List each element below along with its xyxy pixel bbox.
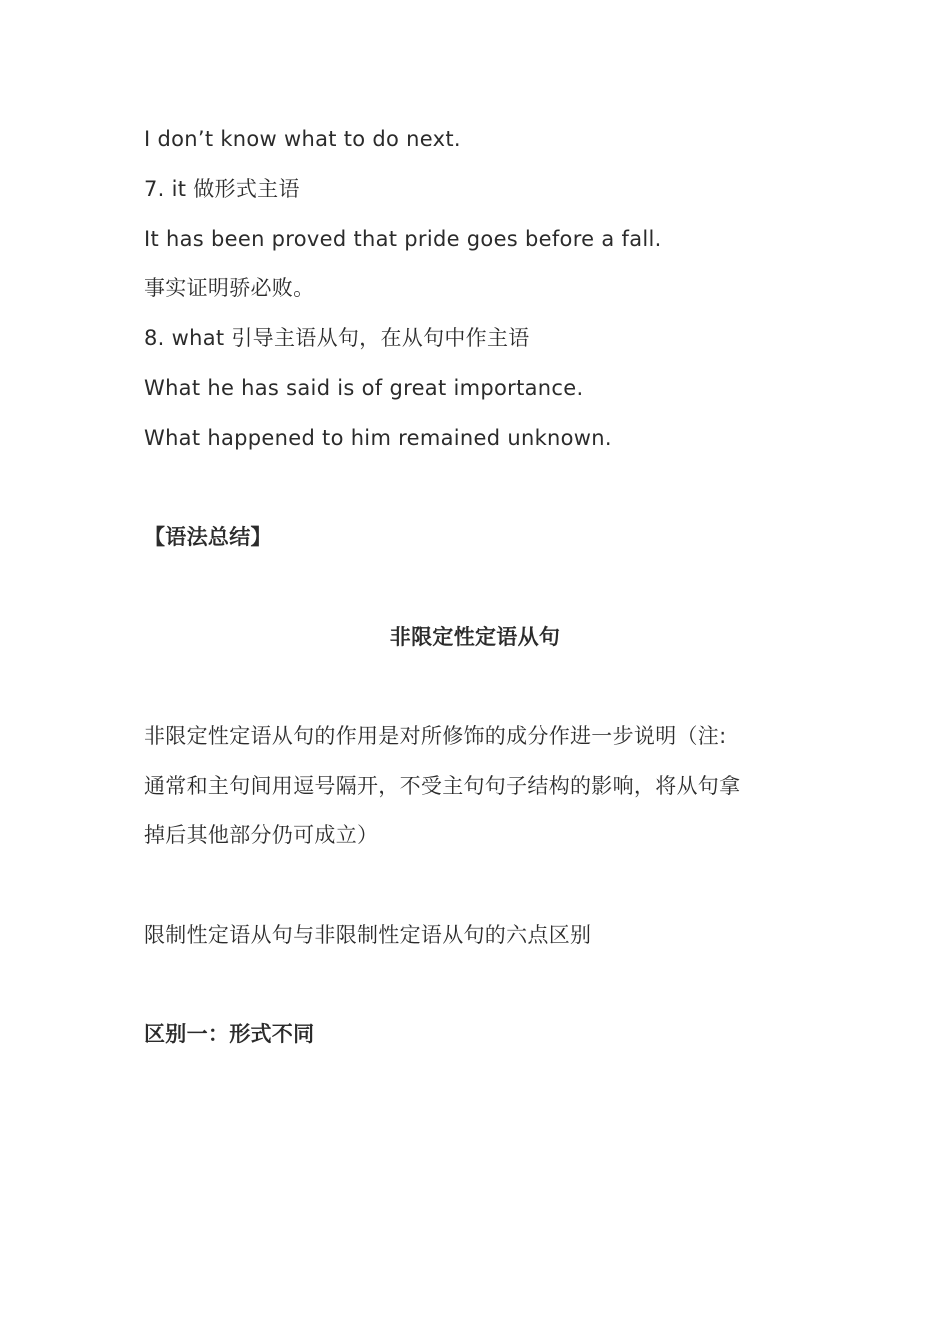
example-translation-pride: 事实证明骄必败。 [144, 276, 315, 300]
example-sentence-what-said: What he has said is of great importance. [144, 376, 584, 400]
section-title: 非限定性定语从句 [389, 625, 561, 649]
summary-heading: 【语法总结】 [144, 525, 272, 549]
paragraph-line: 通常和主句间用逗号隔开，不受主句句子结构的影响，将从句拿 [144, 774, 741, 798]
example-sentence-dont-know: I don’t know what to do next. [144, 127, 461, 151]
difference-one-heading: 区别一：形式不同 [144, 1022, 315, 1046]
comparison-intro: 限制性定语从句与非限制性定语从句的六点区别 [144, 923, 592, 947]
rule-7-heading: 7. it 做形式主语 [144, 177, 300, 201]
example-sentence-pride: It has been proved that pride goes before a fall. [144, 227, 662, 251]
paragraph-line: 非限定性定语从句的作用是对所修饰的成分作进一步说明（注: [144, 724, 727, 748]
rule-8-heading: 8. what 引导主语从句，在从句中作主语 [144, 326, 530, 350]
paragraph-line: 掉后其他部分仍可成立） [144, 823, 379, 847]
example-sentence-what-happened: What happened to him remained unknown. [144, 426, 612, 450]
